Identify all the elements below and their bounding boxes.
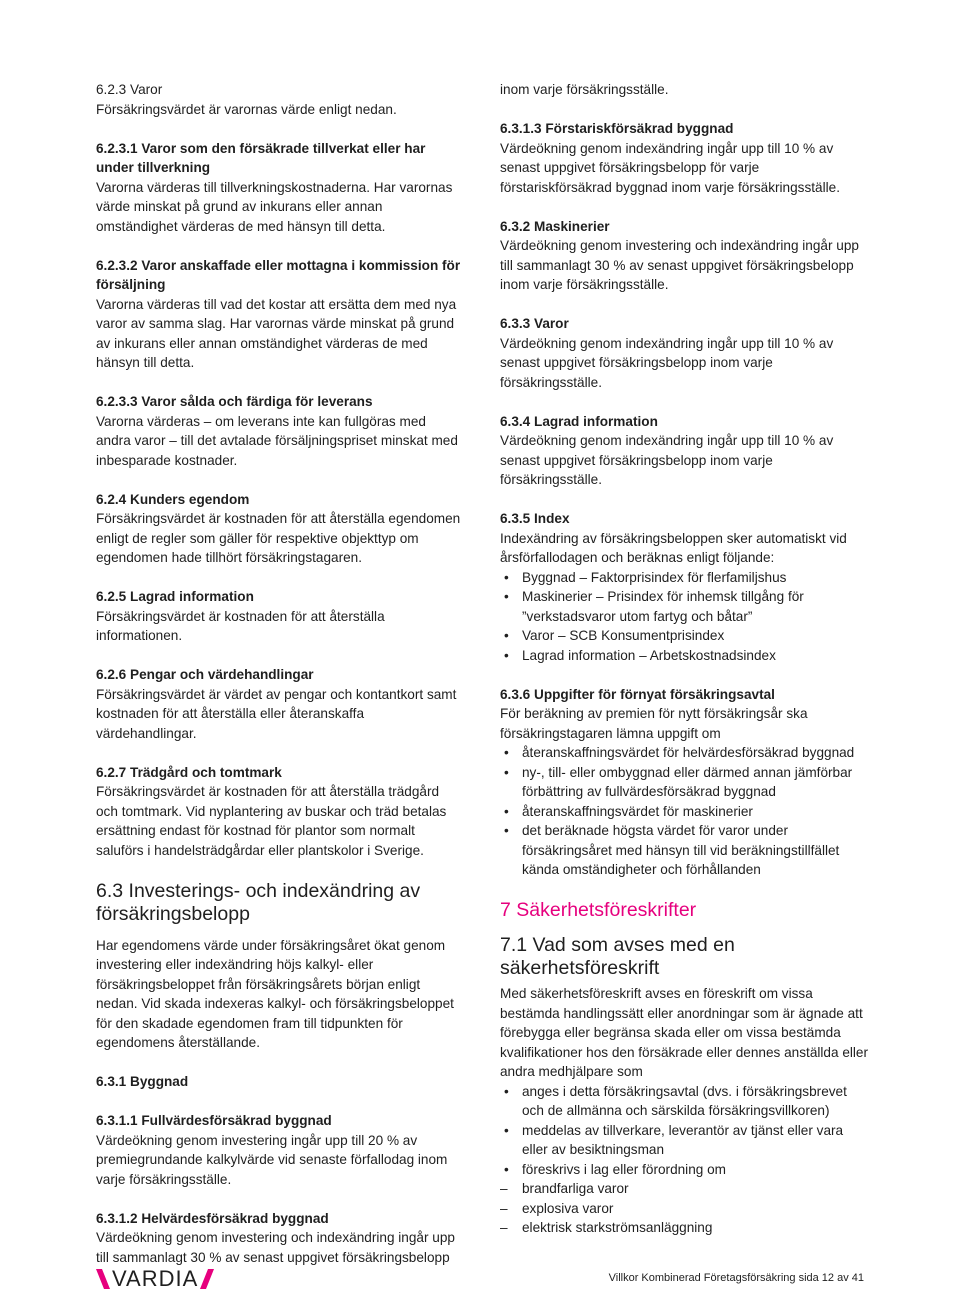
section-6-3-2 bbox=[500, 217, 872, 295]
section-heading: 6.3.5 Index bbox=[500, 511, 570, 526]
list-item: • föreskrivs i lag eller förordning om bbox=[500, 1160, 872, 1180]
section-6-3-6 bbox=[500, 685, 872, 880]
section-text: Försäkringsvärdet är varornas värde enligt nedan. bbox=[96, 101, 397, 117]
section-6-3-1-3 bbox=[500, 119, 872, 197]
section-text: Värdeökning genom indexändring ingår upp till 10 % av senast uppgivet försäkringsbelopp inom varje försäkringsställe. bbox=[500, 335, 834, 390]
section-text: Försäkringsvärdet är kostnaden för att återställa egendomen enligt de regler som gäller för respektive objekttyp om egendomen hade tillhört försäkringstagaren. bbox=[96, 511, 461, 565]
list-item: • Byggnad – Faktorprisindex för flerfamiljshus bbox=[500, 568, 872, 588]
list-item: • Varor – SCB Konsumentprisindex bbox=[500, 626, 872, 646]
section-6-3-1 bbox=[96, 1072, 464, 1092]
index-list bbox=[500, 568, 872, 666]
section-text: Varorna värderas till vad det kostar att ersätta dem med nya varor av samma slag. Har varornas värde minskat på grund av inkurans eller annan omständighet värderas de med hänsyn till detta. bbox=[96, 296, 457, 370]
section-text: Varorna värderas – om leverans inte kan fullgöras med andra varor – till det avtalade försäljningspriset minskat med inbesparade kostnader. bbox=[96, 413, 458, 468]
page-footer: Villkor Kombinerad Företagsförsäkring sida 12 av 41 bbox=[608, 1272, 864, 1284]
section-heading: 6.2.3.3 Varor sålda och färdiga för leverans bbox=[96, 394, 373, 409]
section-title: 6.3 Investerings- och indexändring av försäkringsbelopp bbox=[96, 879, 421, 925]
section-text: Värdeökning genom investering ingår upp till 20 % av premiegrundande kalkylvärde vid senaste förfallodag inom varje försäkringsställe. bbox=[96, 1132, 448, 1187]
section-heading: 6.2.3 Varor bbox=[96, 82, 163, 97]
section-6-2-6 bbox=[96, 665, 464, 743]
section-heading: 6.2.3.2 Varor anskaffade eller mottagna i kommission för försäljning bbox=[96, 257, 461, 292]
section-6-3-3 bbox=[500, 314, 872, 392]
section-heading: 6.3.2 Maskinerier bbox=[500, 218, 610, 234]
uppgifter-list bbox=[500, 743, 872, 880]
section-text: Försäkringsvärdet är kostnaden för att återställa trädgård och tomtmark. Vid nyplantering av buskar och träd betalas ersättning endast för kostnad för plantor som normalt saluförs i handelsträdgårdar eller plantskolor i Sverige. bbox=[96, 784, 447, 858]
chapter-title: 7 Säkerhetsföreskrifter bbox=[500, 899, 697, 921]
section-6-2-7 bbox=[96, 763, 464, 861]
vardia-mark-icon bbox=[96, 1269, 110, 1289]
section-text: Värdeökning genom investering och indexändring ingår upp till sammanlagt 30 % av senast uppgivet försäkringsbelopp inom varje försäkringsställe. bbox=[500, 238, 859, 292]
section-6-2-3-2 bbox=[96, 256, 464, 373]
section-6-2-5 bbox=[96, 587, 464, 646]
list-item: • Lagrad information – Arbetskostnadsindex bbox=[500, 646, 872, 666]
section-heading: 6.3.1.2 Helvärdesförsäkrad byggnad bbox=[96, 1210, 329, 1226]
continued-text bbox=[500, 80, 872, 100]
section-heading: 6.2.6 Pengar och värdehandlingar bbox=[96, 667, 314, 682]
list-item: – elektrisk starkströmsanläggning bbox=[500, 1218, 872, 1238]
section-text: Värdeökning genom indexändring ingår upp till 10 % av senast uppgivet försäkringsbelopp inom varje försäkringsställe. bbox=[500, 433, 834, 487]
right-column bbox=[500, 80, 872, 1238]
section-heading: 6.3.6 Uppgifter för förnyat försäkringsavtal bbox=[500, 686, 775, 702]
section-heading: 6.2.4 Kunders egendom bbox=[96, 491, 250, 507]
chapter7-dash-list bbox=[500, 1179, 872, 1238]
section-text: Varorna värderas till tillverkningskostnaderna. Har varornas värde minskat på grund av inkurans eller annan omständighet värderas de med hänsyn till detta. bbox=[96, 179, 453, 234]
section-6-2-3-1 bbox=[96, 139, 464, 237]
section-6-2-4 bbox=[96, 490, 464, 568]
section-6-3-4 bbox=[500, 412, 872, 490]
left-column bbox=[96, 80, 464, 1267]
section-text: Värdeökning genom investering och indexändring ingår upp till sammanlagt 30 % av senast uppgivet försäkringsbelopp bbox=[96, 1230, 455, 1265]
list-item: • återanskaffningsvärdet för maskinerier bbox=[500, 802, 872, 822]
list-item: – explosiva varor bbox=[500, 1199, 872, 1219]
section-text: Försäkringsvärdet är kostnaden för att återställa informationen. bbox=[96, 608, 385, 643]
list-item: – brandfarliga varor bbox=[500, 1179, 872, 1199]
section-6-2-3-3 bbox=[96, 392, 464, 470]
section-6-3-1-1 bbox=[96, 1111, 464, 1189]
section-heading: 6.2.7 Trädgård och tomtmark bbox=[96, 764, 282, 780]
section-heading: 6.3.4 Lagrad information bbox=[500, 413, 658, 429]
logo-text: VARDIA bbox=[112, 1266, 199, 1291]
section-text: Försäkringsvärdet är värdet av pengar och kontantkort samt kostnaden för att återställa eller återanskaffa värdehandlingar. bbox=[96, 686, 457, 741]
chapter-7 bbox=[500, 899, 872, 1238]
section-heading: 6.2.3.1 Varor som den försäkrade tillverkat eller har under tillverkning bbox=[96, 140, 426, 175]
section-heading: 6.3.3 Varor bbox=[500, 316, 569, 331]
section-text: För beräkning av premien för nytt försäkringsår ska försäkringstagaren lämna uppgift om bbox=[500, 706, 808, 741]
section-heading: 6.3.1.1 Fullvärdesförsäkrad byggnad bbox=[96, 1113, 332, 1128]
chapter7-list bbox=[500, 1082, 872, 1180]
section-heading: 6.2.5 Lagrad information bbox=[96, 589, 254, 604]
section-text: Med säkerhetsföreskrift avses en föreskrift om vissa bestämda handlingssätt eller anordningar som är ägnade att förebygga eller begränsa skada eller om vissa bestämda kvalifikationer hos den försäkrade eller dennes anställda eller andra medhjälpare som bbox=[500, 986, 869, 1079]
list-item: • återanskaffningsvärdet för helvärdesförsäkrad byggnad bbox=[500, 743, 872, 763]
section-text: Indexändring av försäkringsbeloppen sker automatiskt vid årsförfallodagen och beräknas enligt följande: bbox=[500, 530, 847, 565]
vardia-logo bbox=[96, 1268, 214, 1290]
list-item: • meddelas av tillverkare, leverantör av tjänst eller vara eller av besiktningsman bbox=[500, 1121, 872, 1160]
section-6-2-3 bbox=[96, 80, 464, 119]
list-item: • det beräknade högsta värdet för varor under försäkringsåret med hänsyn till vid beräkningstillfället kända omständigheter och förhållanden bbox=[500, 821, 872, 880]
section-text: inom varje försäkringsställe. bbox=[500, 82, 669, 97]
list-item: • anges i detta försäkringsavtal (dvs. i försäkringsbrevet och de allmänna och särskilda försäkringsvillkoren) bbox=[500, 1082, 872, 1121]
vardia-mark-icon bbox=[200, 1269, 214, 1289]
section-6-3-1-2 bbox=[96, 1209, 464, 1268]
section-text: Värdeökning genom indexändring ingår upp till 10 % av senast uppgivet försäkringsbelopp för varje förstariskförsäkrad byggnad inom varje försäkringsställe. bbox=[500, 140, 840, 195]
section-6-3 bbox=[96, 880, 464, 1053]
list-item: • ny-, till- eller ombyggnad eller därmed annan jämförbar förbättring av fullvärdesförsäkrad byggnad bbox=[500, 763, 872, 802]
section-6-3-5 bbox=[500, 509, 872, 665]
section-title: 7.1 Vad som avses med en säkerhetsföreskrift bbox=[500, 934, 735, 979]
list-item: • Maskinerier – Prisindex för inhemsk tillgång för ”verkstadsvaror utom fartyg och båtar” bbox=[500, 587, 872, 626]
section-heading: 6.3.1 Byggnad bbox=[96, 1074, 189, 1089]
section-heading: 6.3.1.3 Förstariskförsäkrad byggnad bbox=[500, 121, 734, 136]
section-text: Har egendomens värde under försäkringsåret ökat genom investering eller indexändring höjs kalkyl- eller försäkringsbeloppet från försäkringsårets början enligt nedan. Vid skada indexeras kalkyl- och försäkringsbeloppet för den skadade egendomen fram till tidpunkten för egendomens återställande. bbox=[96, 937, 454, 1050]
